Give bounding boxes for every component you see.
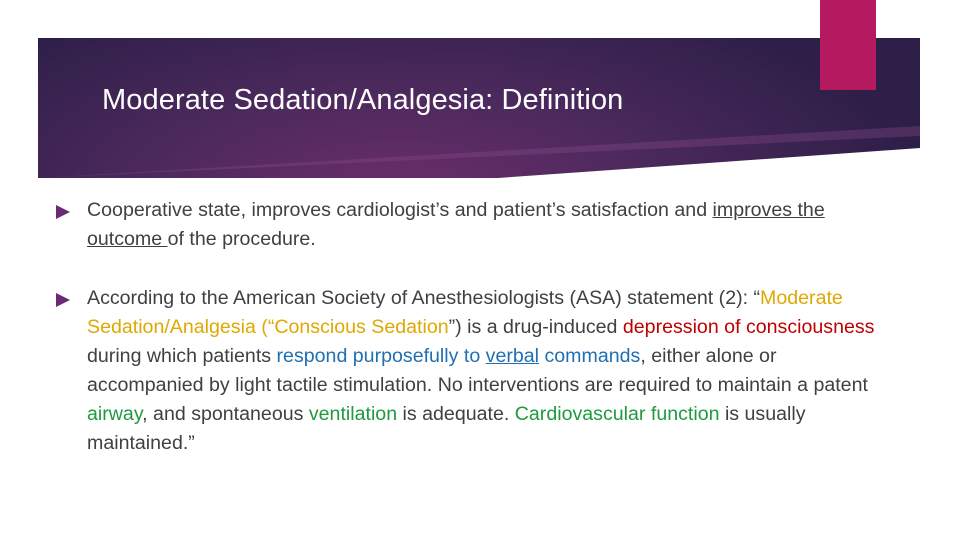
highlight-term-depression: depression of consciousness	[622, 316, 875, 338]
slide-title: Moderate Sedation/Analgesia: Definition	[102, 84, 624, 116]
highlight-term-cardiovascular: Cardiovascular function	[514, 403, 720, 425]
highlight-term-verbal: verbal	[485, 345, 540, 367]
underlined-phrase: improves the outcome	[87, 199, 825, 250]
bullet-text: ”) is a drug-induced	[448, 316, 623, 338]
triangle-right-icon	[56, 293, 70, 307]
bullet-text: during which patients	[87, 345, 277, 367]
highlight-term-ventilation: ventilation	[308, 403, 398, 425]
highlight-term-respond: respond purposefully to	[276, 345, 486, 367]
accent-bar	[820, 0, 876, 90]
highlight-term-airway: airway	[87, 403, 143, 425]
bullet-text: , either alone or accompanied by light tactile stimulation. No interventions are required to maintain a patent	[87, 345, 868, 396]
bullet-text: According to the American Society of Anesthesiologists (ASA) statement (2): “	[87, 287, 761, 309]
bullet-text: is usually maintained.”	[87, 403, 806, 454]
triangle-right-icon	[56, 205, 70, 219]
bullet-list	[56, 196, 876, 458]
bullet-item-cooperative-state	[56, 196, 876, 254]
bullet-text: Cooperative state, improves cardiologist’s and patient’s satisfaction and	[87, 199, 713, 221]
bullet-item-asa-definition	[56, 284, 876, 458]
bullet-text: , and spontaneous	[142, 403, 309, 425]
bullet-text: is adequate.	[397, 403, 515, 425]
highlight-term-commands: commands	[539, 345, 641, 367]
bullet-text: of the procedure.	[167, 228, 316, 250]
highlight-term-moderate-sedation: Moderate Sedation/Analgesia (“Conscious Sedation	[87, 287, 843, 338]
